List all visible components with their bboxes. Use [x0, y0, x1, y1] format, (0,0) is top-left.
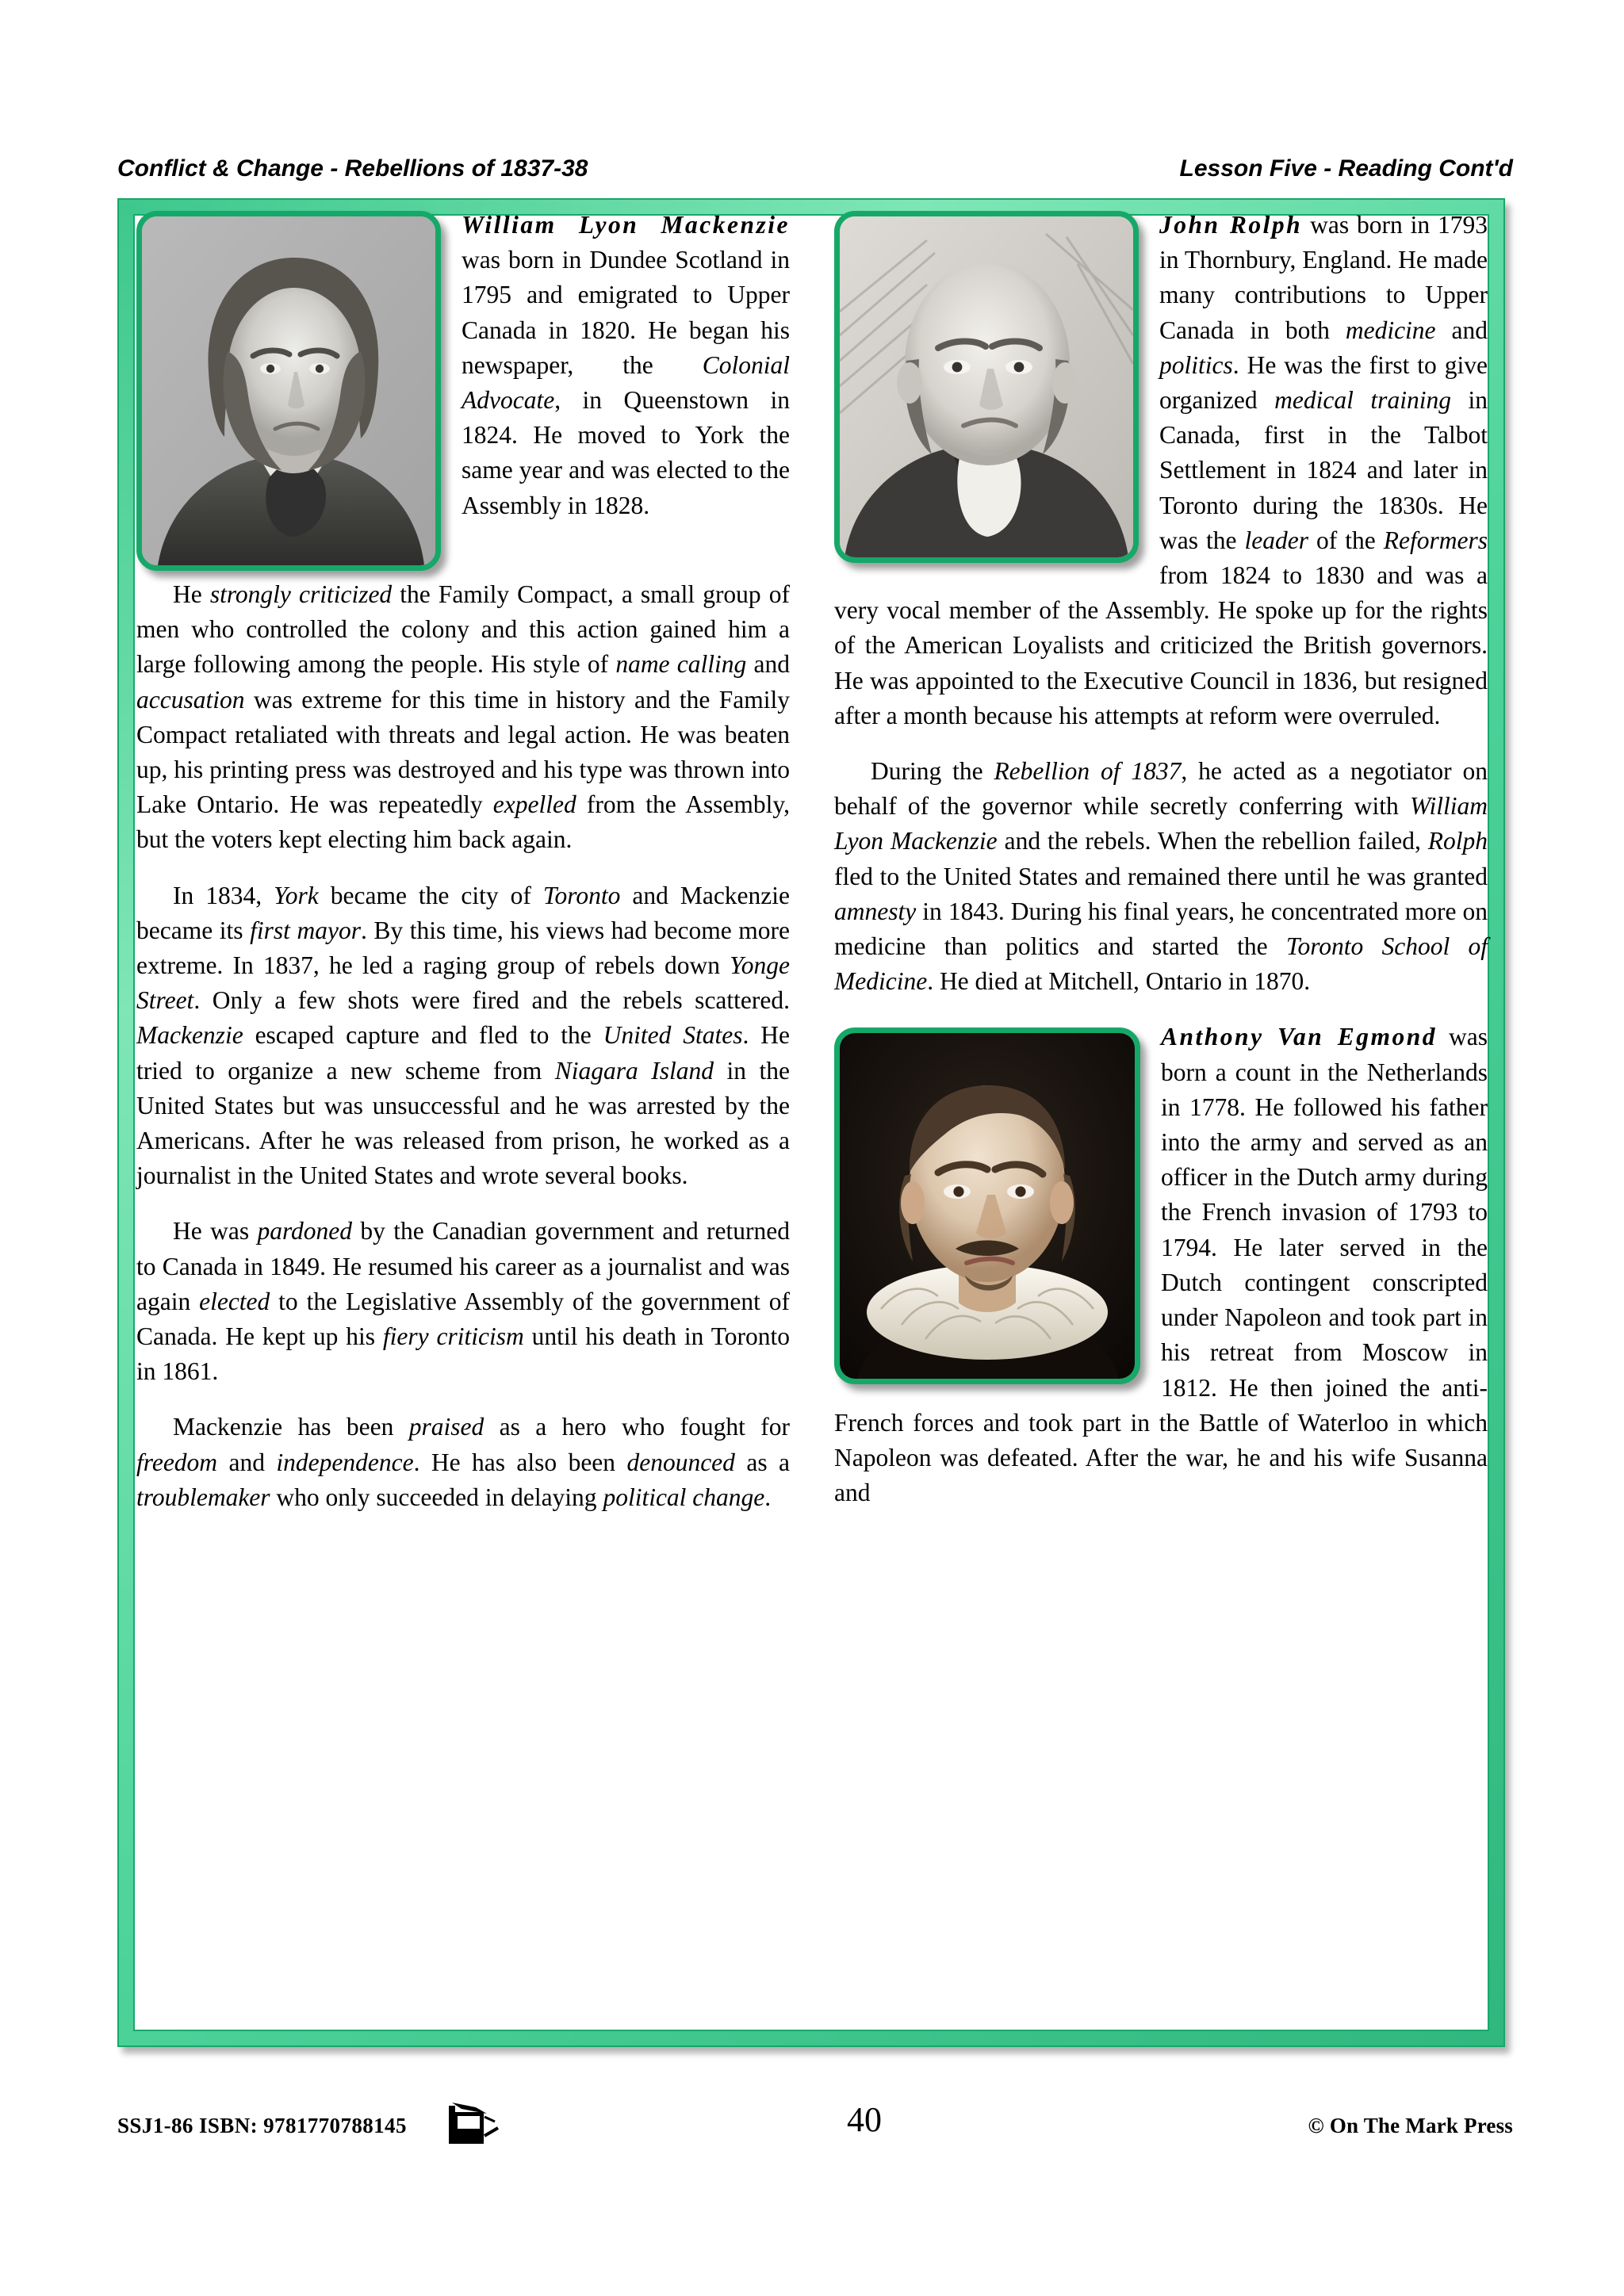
paragraph-family-compact: He strongly criticized the Family Compact, a small group of men who controlled the colony and this action gained him a large following among the people. His style of name calling and accusation was extreme for this time in history and the Family Compact retaliated with threats and legal action. He was beaten up, his printing press was destroyed and his type was thrown into Lake Ontario. He was repeatedly expelled from the Assembly, but the voters kept electing him back again. [136, 580, 791, 854]
reading-body [136, 208, 1488, 2031]
paragraph-pardoned: He was pardoned by the Canadian government and returned to Canada in 1849. He resumed his career as a journalist and was again elected to the Legislative Assembly of the government of Canada. He kept up his fiery criticism until his death in Toronto in 1861. [136, 1217, 790, 1386]
page-number: 40 [847, 2100, 882, 2139]
paragraph-legacy: Mackenzie has been praised as a hero who fought for freedom and independence. He has also been denounced as a troublemaker who only succeeded in delaying political change. [136, 1413, 790, 1511]
portrait-william-lyon-mackenzie [136, 211, 441, 571]
page-footer [117, 2093, 1513, 2164]
paragraph-egmond-intro: Anthony Van Egmond was born a count in the Netherlands in 1778. He followed his father into the army and served as an officer in the Dutch army during the French invasion of 1793 to 1794. He later served in the Dutch contingent conscripted under Napoleon and took part in his retreat from Moscow in 1812. He then joined the anti-French forces and took part in the Battle of Waterloo in which Napoleon was defeated. After the war, he and his wife Susanna and [834, 1023, 1488, 1507]
book-logo-icon [447, 2095, 500, 2150]
lead-name-rolph: John Rolph [1159, 211, 1303, 239]
running-head-right: Lesson Five - Reading Cont'd [1179, 155, 1513, 182]
lead-name-mackenzie: William Lyon Mackenzie [462, 211, 790, 239]
running-head [117, 147, 1513, 182]
lead-name-egmond: Anthony Van Egmond [1161, 1023, 1438, 1051]
paragraph-rolph-rebellion: During the Rebellion of 1837, he acted as a negotiator on behalf of the governor while secretly conferring with William Lyon Mackenzie and the rebels. When the rebellion failed, Rolph fled to the United States and remained there until he was granted amnesty in 1843. During his final years, he concentrated more on medicine than politics and started the Toronto School of Medicine. He died at Mitchell, Ontario in 1870. [834, 757, 1488, 996]
paragraph-mackenzie-intro: William Lyon Mackenzie was born in Dundee Scotland in 1795 and emigrated to Upper Canada in 1820. He began his newspaper, the Colonial Advocate, in Queenstown in 1824. He moved to York the same year and was elected to the Assembly in 1828. [462, 211, 790, 519]
footer-isbn: SSJ1-86 ISBN: 9781770788145 [117, 2114, 407, 2137]
column-right [834, 208, 1488, 1510]
column-left [136, 208, 790, 1515]
portrait-anthony-van-egmond [834, 1027, 1140, 1384]
running-head-left: Conflict & Change - Rebellions of 1837-38 [117, 155, 588, 182]
portrait-john-rolph [834, 211, 1139, 563]
paragraph-rolph-intro: John Rolph was born in 1793 in Thornbury, England. He made many contributions to Upper Canada in both medicine and politics. He was the first to give organized medical training in Canada, first in the Talbot Settlement in 1824 and later in Toronto during the 1830s. He was the leader of the Reformers from 1824 to 1830 and was a very vocal member of the Assembly. He spoke up for the rights of the American Loyalists and criticized the British governors. He was appointed to the Executive Council in 1836, but resigned after a month because his attempts at reform were overruled. [834, 211, 1488, 729]
paragraph-toronto-1834: In 1834, York became the city of Toronto and Mackenzie became its first mayor. By this time, his views had become more extreme. In 1837, he led a raging group of rebels down Yonge Street. Only a few shots were fired and the rebels scattered. Mackenzie escaped capture and fled to the United States. He tried to organize a new scheme from Niagara Island in the United States but was unsuccessful and he was arrested by the Americans. After he was released from prison, he worked as a journalist in the United States and wrote several books. [136, 881, 791, 1190]
footer-copyright: © On The Mark Press [1308, 2114, 1513, 2137]
